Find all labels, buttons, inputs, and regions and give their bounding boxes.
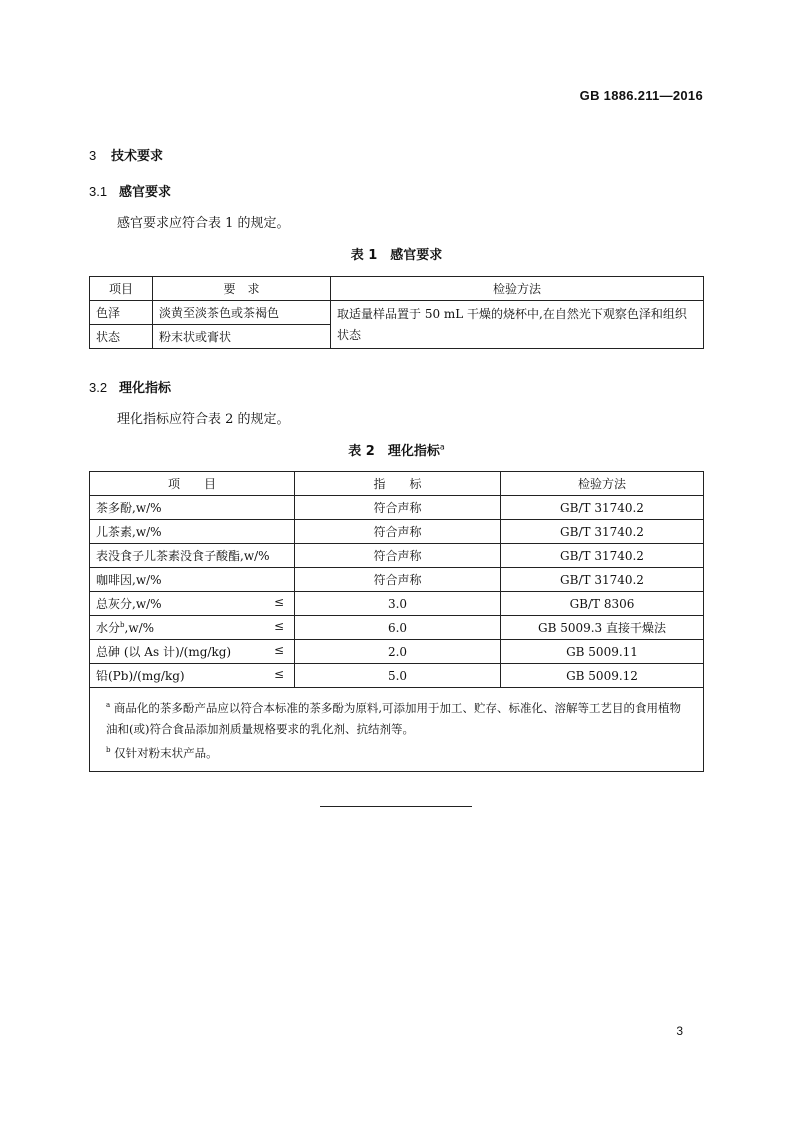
table-notes-row: [90, 688, 704, 772]
footnote-text: 商品化的茶多酚产品应以符合本标准的茶多酚为原料,可添加用于加工、贮存、标准化、溶解等工艺目的食用植物油和(或)符合食品添加剂质量规格要求的乳化剂、抗结剂等。: [106, 700, 681, 736]
value-cell: 5.0: [295, 664, 501, 688]
section-3-heading: [89, 145, 163, 164]
page-number: 3: [676, 1024, 683, 1038]
footnote: [106, 740, 691, 764]
value-cell: 6.0: [295, 616, 501, 640]
item-cell: 色泽: [90, 301, 153, 325]
section-3-2-text: 理化指标应符合表 2 的规定。: [117, 412, 290, 427]
standard-number: GB 1886.211—2016: [579, 88, 703, 103]
end-separator-line: [320, 806, 472, 807]
table-row: [90, 496, 704, 520]
item-cell: [90, 664, 295, 688]
section-title: 理化指标: [119, 381, 172, 396]
section-title: 技术要求: [111, 149, 164, 164]
method-cell: GB/T 8306: [501, 592, 704, 616]
footnote-mark: b: [120, 621, 125, 629]
footnote-mark: a: [439, 442, 445, 452]
requirement-cell: 粉末状或膏状: [153, 325, 331, 349]
leq-symbol: ≤: [273, 595, 284, 609]
table-row: [90, 568, 704, 592]
table-row: [90, 664, 704, 688]
table-row: [90, 640, 704, 664]
method-cell: GB/T 31740.2: [501, 520, 704, 544]
value-cell: 符合声称: [295, 496, 501, 520]
method-cell: GB 5009.12: [501, 664, 704, 688]
item-cell: [90, 568, 295, 592]
item-cell: [90, 640, 295, 664]
table-2-body: [90, 496, 704, 772]
header-cell: 项 目: [90, 472, 295, 496]
footnote-mark: a: [106, 701, 111, 709]
table-1-caption: 表 1 感官要求: [350, 248, 443, 263]
item-name: 咖啡因,w/%: [96, 573, 162, 587]
section-number: 3: [89, 148, 97, 163]
header-cell: 检验方法: [501, 472, 704, 496]
item-name: 总灰分,w/%: [96, 597, 162, 611]
method-cell: GB 5009.3 直接干燥法: [501, 616, 704, 640]
table-header-row: [90, 472, 704, 496]
table-row: [90, 301, 704, 325]
footnote-mark: b: [106, 745, 111, 754]
table-1: [89, 276, 704, 349]
table-2-caption-text: 表 2 理化指标: [348, 444, 440, 459]
item-cell: [90, 544, 295, 568]
value-cell: 2.0: [295, 640, 501, 664]
value-cell: 符合声称: [295, 544, 501, 568]
leq-symbol: ≤: [273, 643, 284, 657]
item-name: 水分: [96, 621, 121, 635]
header-cell: 检验方法: [331, 277, 704, 301]
item-name: 茶多酚,w/%: [96, 501, 162, 515]
section-number: 3.2: [89, 380, 108, 395]
table-row: [90, 592, 704, 616]
item-cell: [90, 520, 295, 544]
table-row: [90, 520, 704, 544]
method-cell: GB 5009.11: [501, 640, 704, 664]
item-name: 表没食子儿茶素没食子酸酯,w/%: [96, 549, 270, 563]
item-cell: 状态: [90, 325, 153, 349]
header-cell: 项目: [90, 277, 153, 301]
section-title: 感官要求: [119, 185, 172, 200]
footnote-text: 仅针对粉末状产品。: [114, 745, 218, 760]
method-cell: 取适量样品置于 50 mL 干燥的烧杯中,在自然光下观察色泽和组织状态: [331, 301, 704, 349]
item-name: 总砷 (以 As 计)/(mg/kg): [96, 645, 232, 659]
item-name: 铅(Pb)/(mg/kg): [96, 669, 185, 683]
table-row: [90, 616, 704, 640]
leq-symbol: ≤: [273, 667, 284, 681]
item-cell: [90, 496, 295, 520]
item-cell: [90, 616, 295, 640]
leq-symbol: ≤: [273, 619, 284, 633]
method-cell: GB/T 31740.2: [501, 496, 704, 520]
method-cell: GB/T 31740.2: [501, 568, 704, 592]
section-3-1-text: 感官要求应符合表 1 的规定。: [117, 216, 290, 231]
value-cell: 符合声称: [295, 568, 501, 592]
header-cell: 指 标: [295, 472, 501, 496]
value-cell: 3.0: [295, 592, 501, 616]
item-name: 儿茶素,w/%: [96, 525, 162, 539]
table-2-caption: [0, 440, 793, 459]
table-row: [90, 544, 704, 568]
item-name-suffix: ,w/%: [124, 621, 155, 635]
item-cell: [90, 592, 295, 616]
section-3-2-heading: [89, 377, 171, 396]
method-cell: GB/T 31740.2: [501, 544, 704, 568]
section-number: 3.1: [89, 184, 108, 199]
header-cell: 要 求: [153, 277, 331, 301]
footnote: [106, 695, 691, 740]
table-notes: [90, 688, 704, 772]
requirement-cell: 淡黄至淡茶色或茶褐色: [153, 301, 331, 325]
table-2: [89, 471, 704, 772]
section-3-1-heading: [89, 181, 171, 200]
table-header-row: [90, 277, 704, 301]
value-cell: 符合声称: [295, 520, 501, 544]
